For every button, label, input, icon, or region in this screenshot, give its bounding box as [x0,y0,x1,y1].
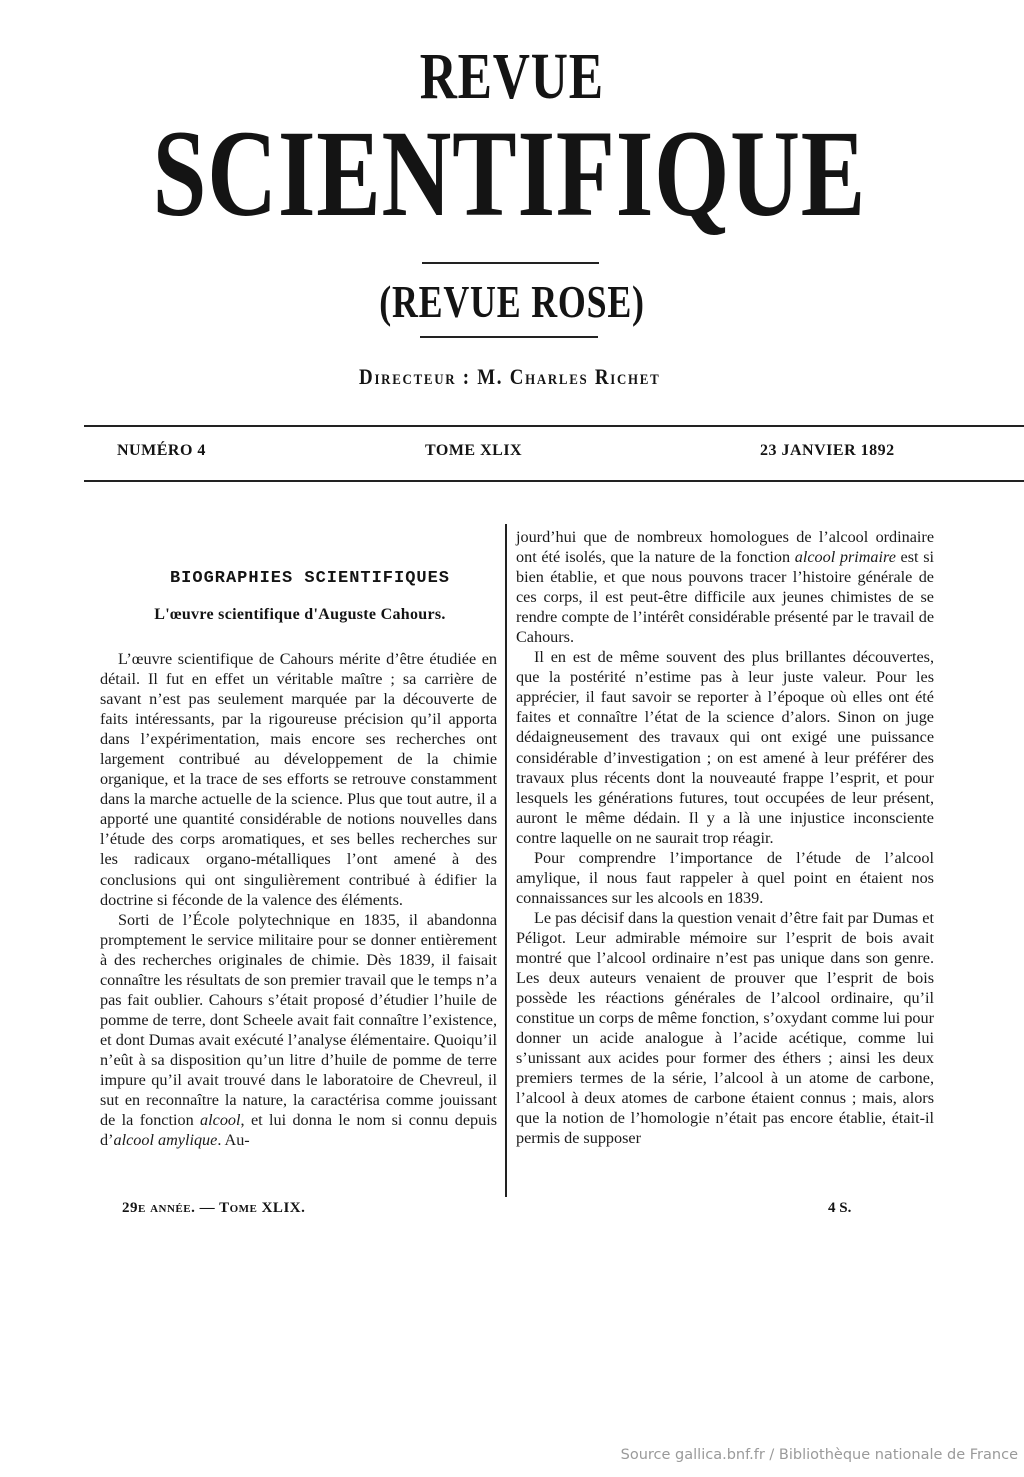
page-footer-signature: 4 S. [828,1200,852,1216]
masthead-director: Directeur : M. Charles Richet [359,364,661,389]
italic-term: alcool primaire [794,548,896,567]
issue-tome: TOME XLIX [425,442,523,459]
text-run: est si bien établie, et que nous pouvons tracer l’histoire générale de ces corps, il est peut-être difficile aux jeunes chimistes de se rendre compte de l’intérêt considérable présenté par le travail de Cahours. [516,548,934,647]
section-heading: BIOGRAPHIES SCIENTIFIQUES [169,569,451,588]
left-paragraph-1: L’œuvre scientifique de Cahours mérite d’être étudiée en détail. Il fut en effet un véritable maître ; sa carrière de savant n’est pas seulement marquée par la découverte de faits intéressants, par la rigoureuse précision qu’il apporta dans l’expérimentation, mais encore ses recherches ont largement contribué au développement de la chimie organique, et la trace de ses efforts se retrouve constamment dans la marche actuelle de la science. Plus que tout autre, il a apporté une quantité considérable de notions nouvelles dans l’étude des corps aromatiques, et ses belles recherches sur les radicaux organo-métalliques l’ont amené à des conclusions qui ont singulièrement contribué à édifier la doctrine si féconde de la valence des éléments. [100,650,497,909]
masthead-rule-1 [422,262,599,264]
text-run: , et lui donna le nom si connu depuis d’ [100,1111,497,1150]
issue-date: 23 JANVIER 1892 [760,442,895,459]
right-paragraph-2: Il en est de même souvent des plus brillantes découvertes, que la postérité n’estime pas à leur juste valeur. Pour les apprécier, il faut savoir se reporter à l’époque où elles ont été faites et connaître l’état de la science d’alors. Sinon on juge dédaigneusement des travaux qui ont exigé une puissance considérable d’investigation ; on est amené à leur préférer des travaux plus récents dont la nouveauté frappe l’esprit, et pour lesquels les générations futures, tout occupées de leur présent, auront le même dédain. Il y a là une injustice inconsciente contre laquelle on ne saurait trop réagir. [516,648,934,847]
italic-term: alcool amylique [113,1131,218,1150]
right-column [516,527,934,1148]
issue-rule-bottom [84,480,1024,482]
text-run: . Au- [217,1131,250,1150]
right-paragraph-4: Le pas décisif dans la question venait d’être fait par Dumas et Péligot. Leur admirable mémoire sur l’esprit de bois avait montré que l’alcool ordinaire n’est pas unique dans son genre. Les deux auteurs venaient de prouver que l’esprit de bois possède les réactions générales de l’alcool ordinaire, qu’il constitue un corps de même fonction, s’oxydant comme lui pour donner un acide analogue à l’acide acétique, comme lui s’unissant aux acides pour former des éthers ; ainsi les deux premiers termes de la série, l’alcool à un atome de carbone, l’alcool à deux atomes de carbone étaient connus ; mais, alors que la notion de l’homologie n’était pas encore établie, était-il permis de supposer [516,908,934,1148]
issue-number: NUMÉRO 4 [117,442,206,459]
masthead-rule-2 [420,336,598,338]
right-paragraph-1 [516,527,934,647]
left-paragraph-2 [100,910,497,1151]
masthead-title-revue: REVUE [419,40,604,113]
page-footer-volume: 29e année. — Tome XLIX. [122,1200,306,1216]
text-run: Sorti de l’École polytechnique en 1835, il abandonna promptement le service militaire pour se donner entièrement à des recherches originales de chimie. Dès 1839, il faisait connaître les résultats de son premier travail que le temps n’a pas fait oublier. Cahours s’était proposé d’étudier l’huile de pomme de terre, dont Scheele avait fait connaître l’existence, et dont Dumas avait exécuté l’analyse élémentaire. Quoiqu’il n’eût à sa disposition qu’un litre d’huile de pomme de terre impure qu’il avait trouvé dans le laboratoire de Chevreul, il sut en reconnaître la nature, la caractérisa comme jouissant de la fonction [100,910,497,1130]
left-column [100,649,497,1150]
masthead-title-scientifique: SCIENTIFIQUE [152,105,867,242]
column-divider [505,524,507,1197]
source-credit: Source gallica.bnf.fr / Bibliothèque nationale de France [620,1447,1018,1463]
issue-rule-top [84,425,1024,427]
masthead-subtitle: (REVUE ROSE) [379,276,645,327]
italic-term: alcool [200,1111,241,1130]
right-paragraph-3: Pour comprendre l’importance de l’étude de l’alcool amylique, il nous faut rappeler à quel point en étaient nos connaissances sur les alcools en 1839. [516,848,934,907]
text-run: jourd’hui que de nombreux homologues de l’alcool ordinaire ont été isolés, que la nature de la fonction [516,528,934,567]
article-title: L'œuvre scientifique d'Auguste Cahours. [154,606,446,623]
